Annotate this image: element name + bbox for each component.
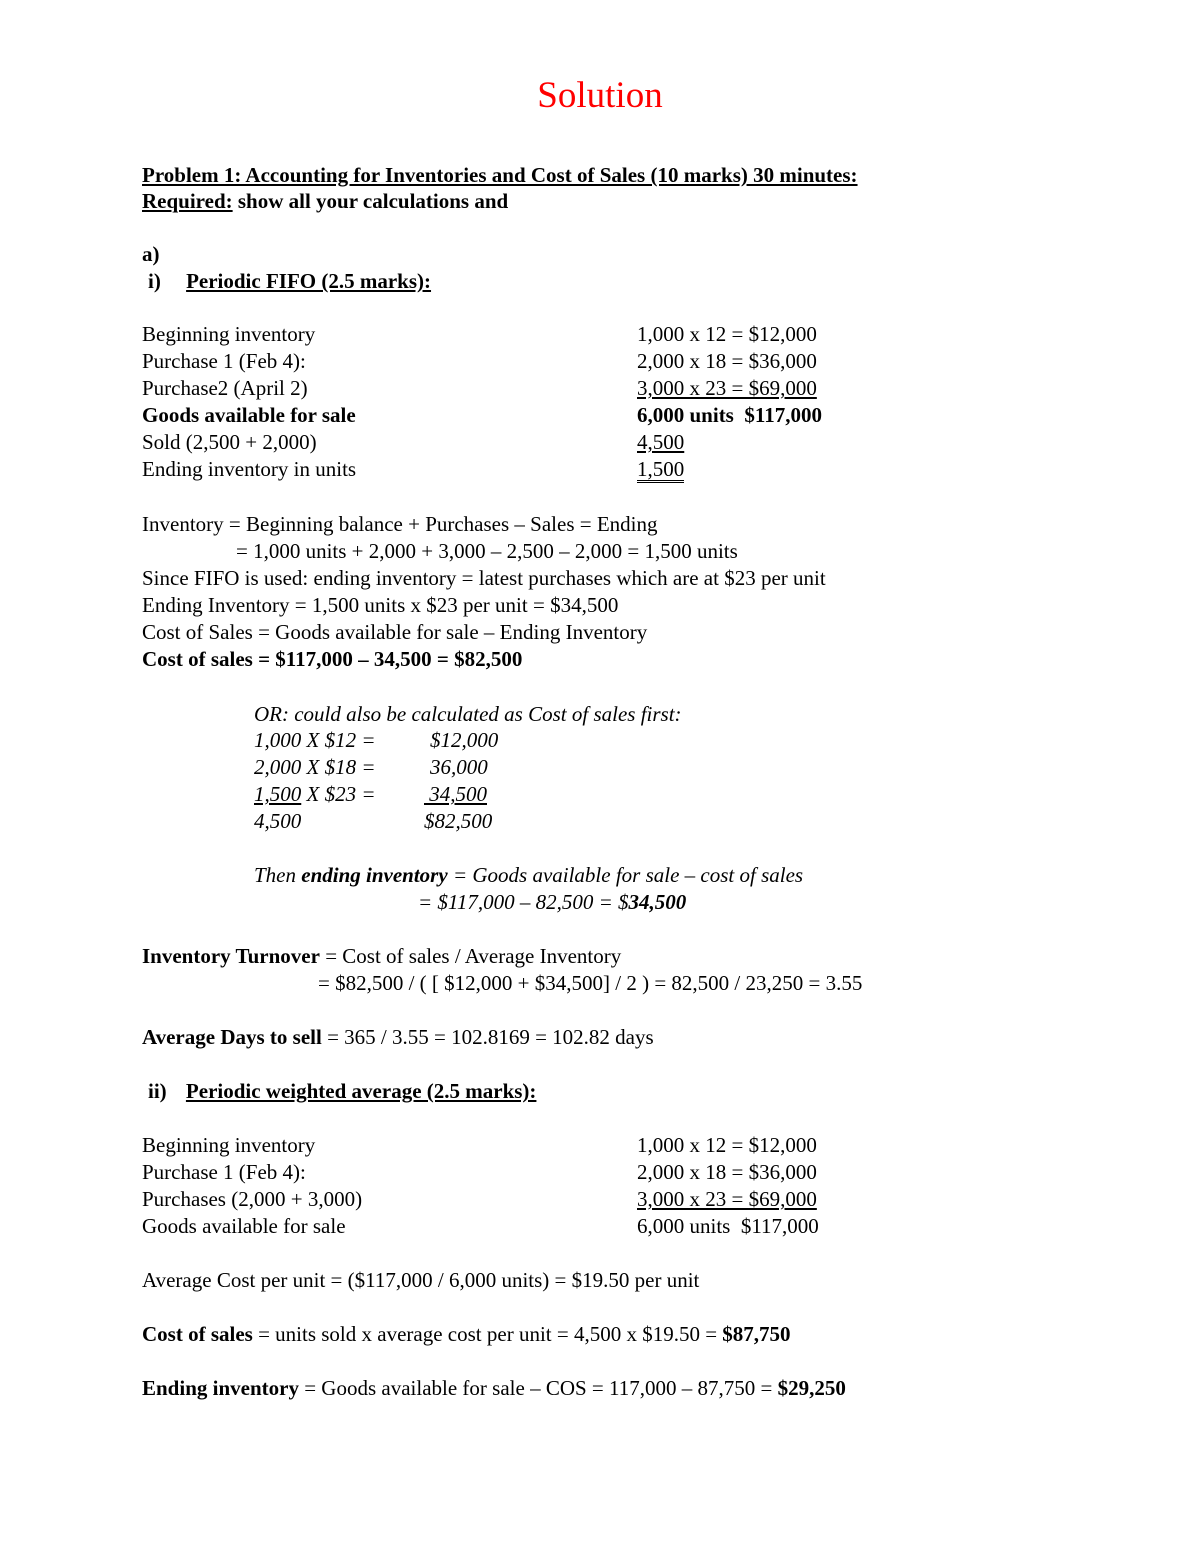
alt-row-left: 4,500 xyxy=(254,809,302,833)
alt-row-right: 36,000 xyxy=(430,755,488,779)
wa-ending-inventory xyxy=(142,1375,846,1401)
alt-row xyxy=(254,727,499,753)
section-ii-number: ii) xyxy=(148,1079,167,1103)
wa-row-label: Goods available for sale xyxy=(142,1214,346,1238)
alt-row-left: 1,000 X $12 = xyxy=(254,728,376,752)
part-a-label: a) xyxy=(142,242,160,266)
then-calc-bold: 34,500 xyxy=(628,890,687,914)
required-line xyxy=(142,188,508,214)
wa-row-label: Purchases (2,000 + 3,000) xyxy=(142,1187,363,1211)
fifo-row-value: 6,000 units $117,000 xyxy=(637,403,822,427)
fifo-row xyxy=(142,402,822,428)
alt-row-left: 2,000 X $18 = xyxy=(254,755,376,779)
problem-title xyxy=(142,162,858,188)
wa-row-label: Purchase 1 (Feb 4): xyxy=(142,1160,306,1184)
section-i-heading xyxy=(148,268,431,294)
then-prefix: Then xyxy=(254,863,302,887)
wa-end-text: = Goods available for sale – COS = 117,000 – 87,750 = xyxy=(298,1376,778,1400)
wa-row-value: 3,000 x 23 = $69,000 xyxy=(637,1187,817,1211)
wa-cos-label: Cost of sales xyxy=(142,1322,253,1346)
fifo-row xyxy=(142,375,817,401)
fifo-row xyxy=(142,348,817,374)
fifo-row-label: Purchase2 (April 2) xyxy=(142,376,308,400)
section-ii-title: Periodic weighted average (2.5 marks): xyxy=(185,1079,537,1103)
average-cost: Average Cost per unit = ($117,000 / 6,000 units) = $19.50 per unit xyxy=(142,1268,700,1292)
alt-intro: OR: could also be calculated as Cost of sales first: xyxy=(254,702,682,726)
alt-row-left: X $23 = xyxy=(301,782,376,806)
fifo-row-label: Ending inventory in units xyxy=(142,457,357,481)
turnover-line xyxy=(142,943,621,969)
wa-row-value: 6,000 units $117,000 xyxy=(637,1214,819,1238)
fifo-row-label: Sold (2,500 + 2,000) xyxy=(142,430,317,454)
inventory-equation: Inventory = Beginning balance + Purchases – Sales = Ending xyxy=(142,512,658,536)
fifo-row xyxy=(142,456,685,482)
fifo-row-value: 4,500 xyxy=(637,430,685,454)
then-bold: ending inventory xyxy=(301,863,448,887)
fifo-row-label: Purchase 1 (Feb 4): xyxy=(142,349,306,373)
wa-cos-result: $87,750 xyxy=(722,1322,791,1346)
section-i-number: i) xyxy=(148,269,161,293)
cost-of-sales-formula: Cost of Sales = Goods available for sale – Ending Inventory xyxy=(142,620,648,644)
wa-end-label: Ending inventory xyxy=(142,1376,299,1400)
fifo-row-label: Beginning inventory xyxy=(142,322,316,346)
alt-row xyxy=(254,808,493,834)
cost-of-sales-result: Cost of sales = $117,000 – 34,500 = $82,500 xyxy=(142,647,523,671)
fifo-row-value-text: 1,500 xyxy=(637,457,685,481)
alt-row-left-underlined: 1,500 xyxy=(254,782,302,806)
then-suffix: = Goods available for sale – cost of sales xyxy=(447,863,804,887)
wa-row-value: 2,000 x 18 = $36,000 xyxy=(637,1160,817,1184)
fifo-row-value: 2,000 x 18 = $36,000 xyxy=(637,349,817,373)
turnover-text: = Cost of sales / Average Inventory xyxy=(319,944,622,968)
fifo-row xyxy=(142,429,685,455)
then-line xyxy=(254,862,803,888)
alt-row xyxy=(254,781,487,807)
fifo-row-label: Goods available for sale xyxy=(142,403,356,427)
problem-title-text: Problem 1: Accounting for Inventories and Cost of Sales (10 marks) 30 minutes: xyxy=(142,163,858,187)
fifo-row-value: 1,000 x 12 = $12,000 xyxy=(637,322,817,346)
wa-row xyxy=(142,1213,819,1239)
wa-cost-of-sales xyxy=(142,1321,791,1347)
wa-row xyxy=(142,1159,817,1185)
fifo-row-value: 3,000 x 23 = $69,000 xyxy=(637,376,817,400)
alt-row-right: $82,500 xyxy=(424,809,493,833)
then-calc-text: = $117,000 – 82,500 = $ xyxy=(418,890,629,914)
page-title: Solution xyxy=(537,75,663,116)
turnover-calc: = $82,500 / ( [ $12,000 + $34,500] / 2 ) = 82,500 / 23,250 = 3.55 xyxy=(318,971,863,995)
ending-inventory-calc: Ending Inventory = 1,500 units x $23 per unit = $34,500 xyxy=(142,593,619,617)
days-label: Average Days to sell xyxy=(142,1025,322,1049)
required-text: show all your calculations and xyxy=(232,189,509,213)
fifo-row xyxy=(142,321,817,347)
inventory-equation-calc: = 1,000 units + 2,000 + 3,000 – 2,500 – 2,000 = 1,500 units xyxy=(236,539,738,563)
wa-cos-text: = units sold x average cost per unit = 4,500 x $19.50 = xyxy=(252,1322,723,1346)
alt-row-right: $12,000 xyxy=(430,728,499,752)
then-calc xyxy=(418,889,686,915)
required-label: Required: xyxy=(142,189,233,213)
wa-row-label: Beginning inventory xyxy=(142,1133,316,1157)
fifo-row-value xyxy=(637,456,684,483)
turnover-label: Inventory Turnover xyxy=(142,944,320,968)
wa-row xyxy=(142,1132,817,1158)
wa-row-value: 1,000 x 12 = $12,000 xyxy=(637,1133,817,1157)
alt-row-right: 34,500 xyxy=(424,782,487,806)
alt-row xyxy=(254,754,488,780)
section-ii-heading xyxy=(148,1078,536,1104)
wa-end-result: $29,250 xyxy=(777,1376,846,1400)
days-to-sell xyxy=(142,1024,654,1050)
wa-row xyxy=(142,1186,817,1212)
fifo-note: Since FIFO is used: ending inventory = latest purchases which are at $23 per unit xyxy=(142,566,826,590)
section-i-title: Periodic FIFO (2.5 marks): xyxy=(186,269,432,293)
days-text: = 365 / 3.55 = 102.8169 = 102.82 days xyxy=(321,1025,654,1049)
